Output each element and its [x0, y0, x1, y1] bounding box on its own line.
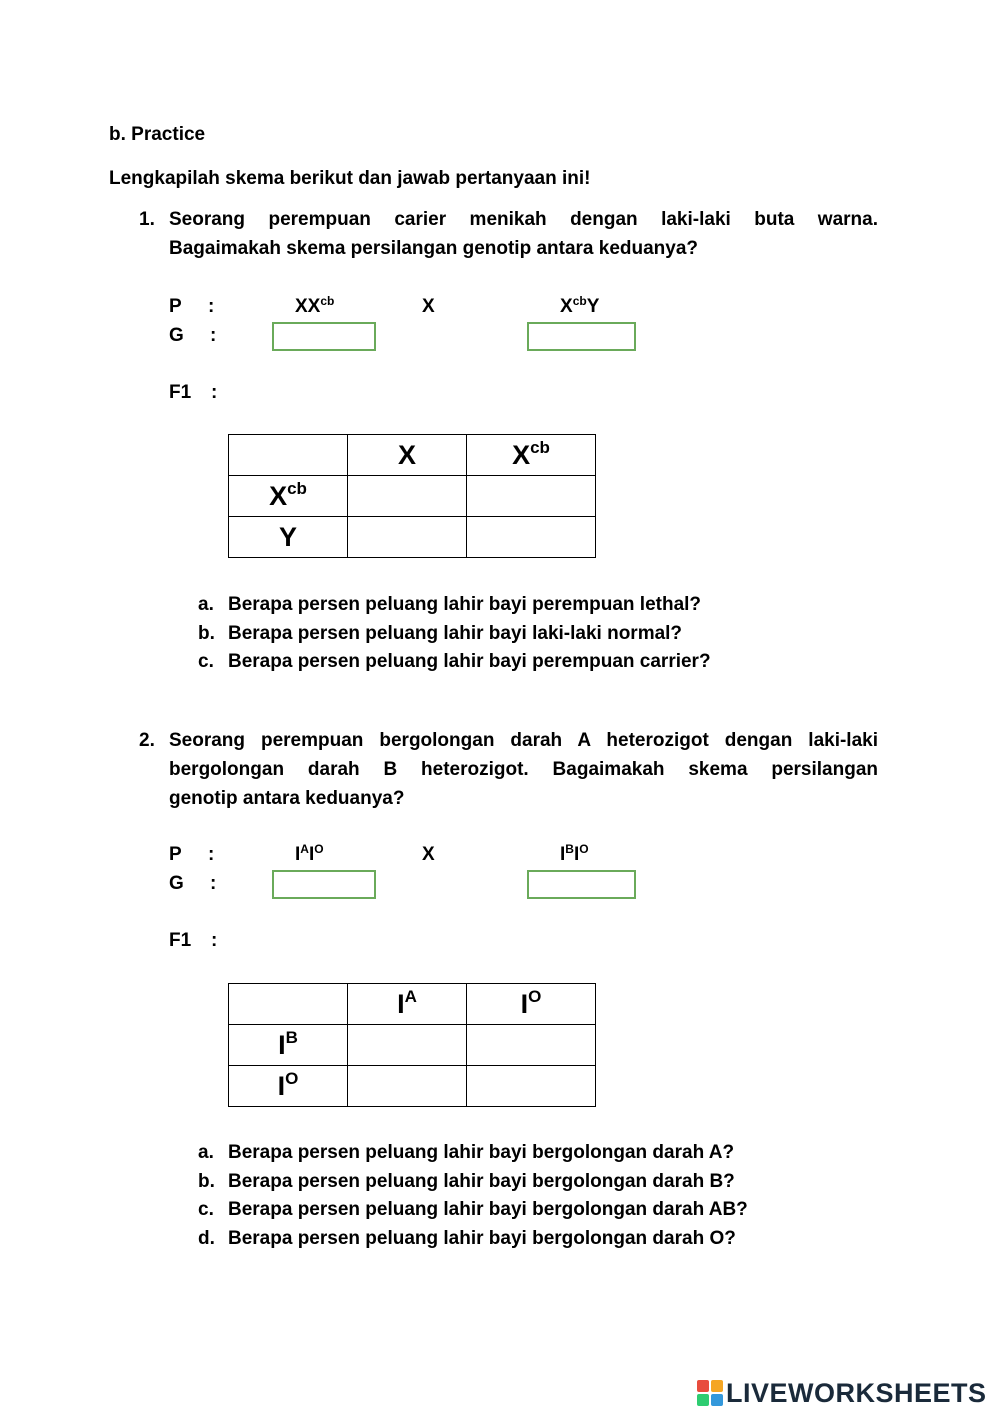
parent-male-genotype: $I^BI^O$	[560, 842, 589, 865]
gamete-input-female[interactable]	[272, 870, 376, 899]
f1-colon: :	[211, 382, 218, 403]
g-label: G	[169, 325, 184, 346]
logo-icon	[697, 1380, 723, 1406]
question-line: bergolongan darah B heterozigot. Bagaimakah skema persilangan	[169, 759, 878, 780]
answer-cell[interactable]	[467, 1066, 596, 1107]
column-header: $I^O$	[467, 984, 596, 1025]
sub-question: a. Berapa persen peluang lahir bayi bergolongan darah A?	[198, 1142, 735, 1163]
sub-question: c. Berapa persen peluang lahir bayi bergolongan darah AB?	[198, 1199, 748, 1220]
parent-female-genotype: $I^AI^O$	[295, 842, 324, 865]
sub-questions-1	[198, 591, 711, 677]
answer-cell[interactable]	[467, 1025, 596, 1066]
corner-cell	[229, 435, 348, 476]
column-header: X	[348, 435, 467, 476]
problem-2-question	[169, 726, 878, 813]
problem-2-number: 2.	[139, 730, 155, 751]
genotype-base: Y	[586, 296, 600, 317]
gamete-input-female[interactable]	[272, 322, 376, 351]
logo-text: LIVEWORKSHEETS	[726, 1377, 987, 1408]
question-line: Bagaimakah skema persilangan genotip antara keduanya?	[169, 238, 699, 259]
answer-cell[interactable]	[348, 1025, 467, 1066]
genotype-superscript: cb	[572, 294, 587, 308]
genotype-base: X	[560, 296, 573, 317]
parent-female-genotype	[295, 295, 334, 319]
cross-symbol: X	[422, 296, 435, 317]
genotype-superscript: cb	[320, 294, 335, 308]
p-label: P	[169, 844, 182, 865]
sub-question: a. Berapa persen peluang lahir bayi perempuan lethal?	[198, 594, 702, 615]
answer-cell[interactable]	[348, 1066, 467, 1107]
genotype-base: XX	[295, 296, 321, 317]
gamete-input-male[interactable]	[527, 870, 636, 899]
column-header: $X^{cb}$	[467, 435, 596, 476]
p-label: P	[169, 296, 182, 317]
row-header: Y	[229, 517, 348, 558]
row-header: $I^O$	[229, 1066, 348, 1107]
sub-question: c. Berapa persen peluang lahir bayi perempuan carrier?	[198, 651, 711, 672]
corner-cell	[229, 984, 348, 1025]
question-line: Seorang perempuan carier menikah dengan laki-laki buta warna.	[169, 209, 878, 230]
sub-question: d. Berapa persen peluang lahir bayi bergolongan darah O?	[198, 1227, 736, 1249]
sub-questions-2	[198, 1139, 748, 1253]
gamete-input-male[interactable]	[527, 322, 636, 351]
g-colon: :	[210, 325, 217, 346]
punnett-square-2	[228, 983, 596, 1107]
punnett-square-1	[228, 434, 596, 558]
answer-cell[interactable]	[348, 517, 467, 558]
p-colon: :	[208, 844, 215, 865]
row-header: $X^{cb}$	[229, 476, 348, 517]
f1-label: F1	[169, 382, 192, 403]
row-header: $I^B$	[229, 1025, 348, 1066]
answer-cell[interactable]	[467, 517, 596, 558]
sub-question: b. Berapa persen peluang lahir bayi bergolongan darah B?	[198, 1170, 735, 1192]
problem-1-question	[169, 205, 878, 263]
p-colon: :	[208, 296, 215, 317]
question-line: Seorang perempuan bergolongan darah A heterozigot dengan laki-laki	[169, 730, 878, 751]
f1-colon: :	[211, 930, 218, 951]
instruction: Lengkapilah skema berikut dan jawab pertanyaan ini!	[109, 168, 591, 189]
answer-cell[interactable]	[348, 476, 467, 517]
cross-symbol: X	[422, 844, 435, 865]
section-title: b. Practice	[109, 124, 206, 145]
f1-label: F1	[169, 930, 192, 951]
g-colon: :	[210, 873, 217, 894]
g-label: G	[169, 873, 184, 894]
question-line: genotip antara keduanya?	[169, 788, 405, 809]
parent-male-genotype	[560, 295, 599, 319]
liveworksheets-logo[interactable]	[697, 1378, 987, 1408]
problem-1-number: 1.	[139, 209, 155, 230]
column-header: $I^A$	[348, 984, 467, 1025]
sub-question: b. Berapa persen peluang lahir bayi laki-laki normal?	[198, 622, 683, 644]
answer-cell[interactable]	[467, 476, 596, 517]
